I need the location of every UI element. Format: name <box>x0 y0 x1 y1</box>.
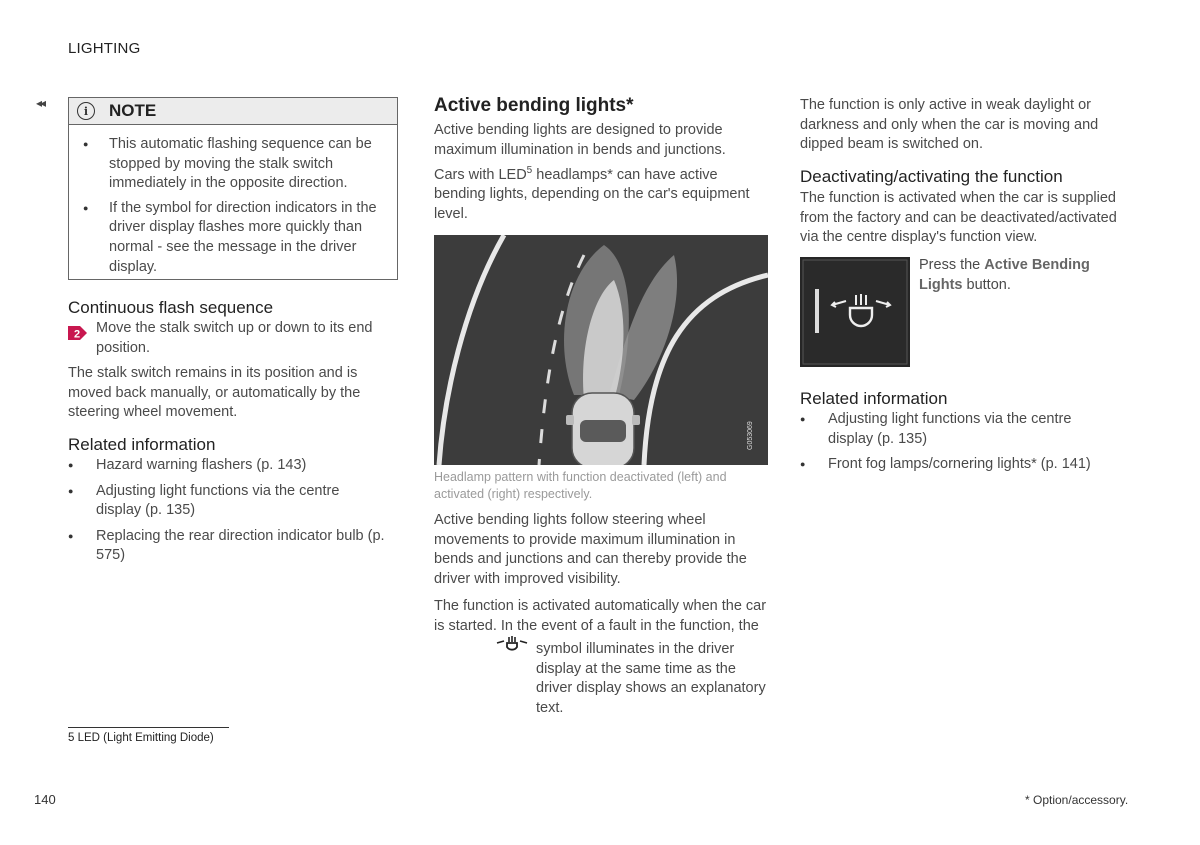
back-arrows-icon[interactable]: ◂◂ <box>36 96 45 110</box>
page-number: 140 <box>34 792 56 807</box>
footnote-divider <box>68 727 229 728</box>
related-list-left <box>68 456 388 572</box>
continuous-flash-heading: Continuous flash sequence <box>68 298 274 317</box>
headlamp-pattern-figure <box>434 235 768 465</box>
note-box <box>68 97 398 280</box>
info-icon: i <box>77 102 95 120</box>
led-paragraph: Cars with LED$^5$ headlamps* can have active bending lights, depending on the car's equipment level. <box>434 165 750 223</box>
figure-caption: Headlamp pattern with function deactivated (left) and activated (right) respectively. <box>434 470 727 501</box>
related-info-heading-left: Related information <box>68 435 216 454</box>
page-title: Active bending lights* <box>434 95 634 116</box>
related-list-right <box>800 410 1120 481</box>
figure-code: G053069 <box>747 421 754 450</box>
footnote: 5 LED (Light Emitting Diode) <box>68 732 214 744</box>
activation-paragraph-a: The function is activated automatically when the car is started. In the event of a fault in the function, the <box>434 598 767 634</box>
related-link[interactable]: ● Adjusting light functions via the centre display (p. 135) <box>68 482 388 521</box>
press-button-text: Press the Active Bending Lights button. <box>919 257 1090 293</box>
note-title: NOTE <box>109 101 157 120</box>
related-link[interactable]: ● Hazard warning flashers (p. 143) <box>68 456 388 476</box>
active-bending-lights-button[interactable] <box>800 257 910 367</box>
note-item: ● This automatic flashing sequence can be stopped by moving the stalk switch immediately in the opposite direction. <box>81 135 387 194</box>
footnote-ref: 5 <box>526 165 533 176</box>
svg-text:2: 2 <box>74 328 81 341</box>
related-link[interactable]: ● Adjusting light functions via the centre display (p. 135) <box>800 410 1120 449</box>
related-link[interactable]: ● Front fog lamps/cornering lights* (p. 141) <box>800 455 1120 475</box>
stalk-paragraph: The stalk switch remains in its position and is moved back manually, or automatically by the steering wheel movement. <box>68 365 361 421</box>
function-active-paragraph: The function is only active in weak daylight or darkness and only when the car is moving and dipped beam is switched on. <box>800 97 1099 153</box>
button-name: Active Bending Lights <box>919 257 1090 293</box>
deactivating-text: The function is activated when the car is supplied from the factory and can be deactivated/activated via the centre display's function view. <box>800 190 1117 246</box>
note-list <box>69 125 397 277</box>
deactivating-heading: Deactivating/activating the function <box>800 167 1063 186</box>
activation-paragraph-b: symbol illuminates in the driver display at the same time as the driver display shows an explanatory text. <box>536 641 766 716</box>
active-bending-light-symbol-icon <box>495 634 529 658</box>
intro-paragraph: Active bending lights are designed to provide maximum illumination in bends and junctions. <box>434 122 726 158</box>
related-link[interactable]: ● Replacing the rear direction indicator bulb (p. 575) <box>68 527 388 566</box>
option-accessory-note: * Option/accessory. <box>1025 793 1129 807</box>
follow-steering-paragraph: Active bending lights follow steering wheel movements to provide maximum illumination in bends and junctions and can thereby provide the driver with improved visibility. <box>434 512 747 587</box>
note-header <box>69 98 397 125</box>
related-info-heading-right: Related information <box>800 389 948 408</box>
step-text: Move the stalk switch up or down to its end position. <box>96 320 373 356</box>
step-2-badge-icon <box>68 324 88 342</box>
note-item: ● If the symbol for direction indicators in the driver display flashes more quickly than normal - see the message in the driver display. <box>81 199 387 277</box>
section-header: LIGHTING <box>68 40 141 57</box>
